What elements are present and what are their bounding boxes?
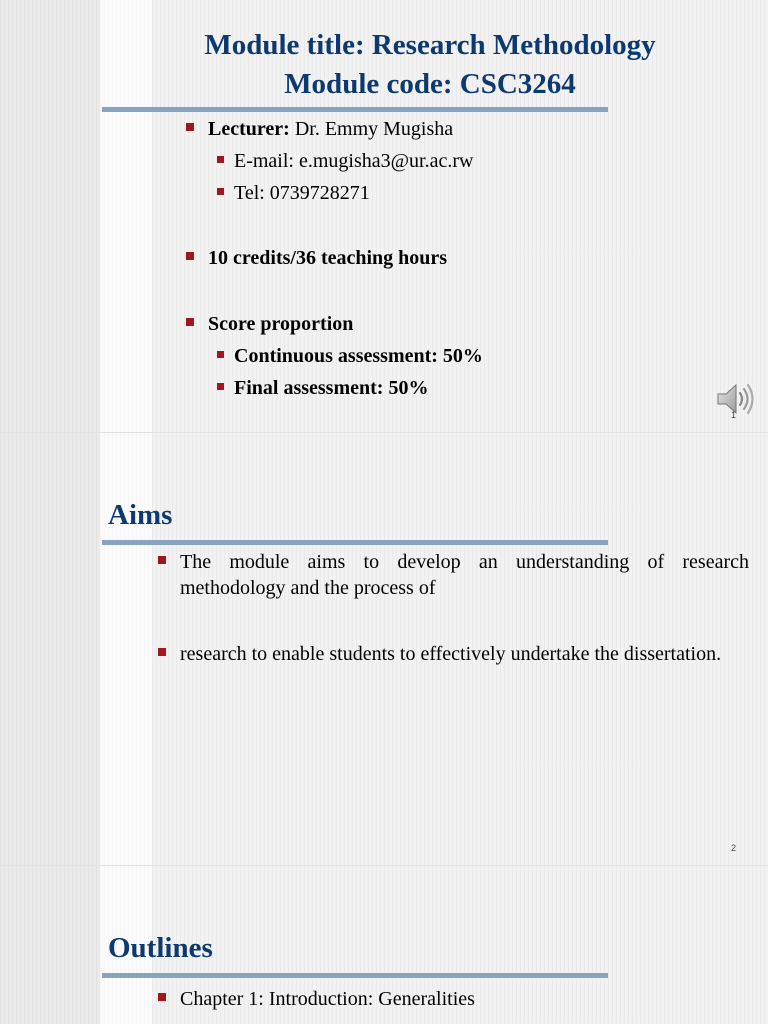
page-number: 2	[731, 843, 737, 853]
bullet-square-icon	[217, 383, 224, 390]
final-text: Final assessment: 50%	[234, 377, 429, 399]
chapter-1-text: Chapter 1: Introduction: Generalities	[180, 988, 475, 1010]
list-item-credits	[186, 245, 726, 311]
aim-2-text: research to enable students to effectively undertake the dissertation.	[180, 643, 722, 665]
slide-1-bullets	[186, 116, 726, 407]
aim-1-text: The module aims to develop an understanding of research methodology and the process of	[180, 551, 749, 599]
bullet-square-icon	[158, 993, 166, 1001]
bullet-square-icon	[186, 123, 194, 131]
decorative-stripe	[100, 0, 152, 432]
bullet-square-icon	[186, 318, 194, 326]
module-title: Module title: Research Methodology	[204, 29, 656, 61]
aims-bullets	[158, 549, 749, 667]
list-item-aim-2	[158, 641, 749, 667]
bullet-square-icon	[217, 156, 224, 163]
continuous-text: Continuous assessment: 50%	[234, 345, 483, 367]
list-item-continuous	[186, 343, 726, 375]
list-item-score	[186, 311, 726, 343]
score-heading: Score proportion	[208, 313, 354, 335]
list-item-final	[186, 375, 726, 407]
aims-title: Aims	[108, 499, 173, 531]
list-item-tel	[186, 180, 726, 245]
page-number: 1	[731, 410, 737, 420]
title-rule	[102, 107, 608, 112]
credits-text: 10 credits/36 teaching hours	[208, 247, 448, 269]
list-item-chapter-1	[158, 986, 749, 1012]
slide-3	[0, 866, 768, 1024]
title-rule	[102, 973, 608, 978]
module-code: Module code: CSC3264	[284, 68, 576, 100]
outlines-title: Outlines	[108, 932, 213, 964]
email-text: E-mail: e.mugisha3@ur.ac.rw	[234, 150, 474, 172]
bullet-square-icon	[217, 351, 224, 358]
tel-text: Tel: 0739728271	[234, 182, 370, 204]
slide-2	[0, 433, 768, 866]
bullet-square-icon	[158, 556, 166, 564]
list-item-email	[186, 148, 726, 180]
lecturer-name: Dr. Emmy Mugisha	[289, 118, 454, 140]
list-item-aim-1	[158, 549, 749, 601]
slide-1-title	[150, 26, 710, 104]
bullet-square-icon	[217, 188, 224, 195]
title-rule	[102, 540, 608, 545]
slide-1	[0, 0, 768, 433]
bullet-square-icon	[158, 648, 166, 656]
bullet-square-icon	[186, 252, 194, 260]
outlines-bullets	[158, 986, 749, 1020]
list-item-lecturer	[186, 116, 726, 148]
lecturer-label: Lecturer:	[208, 118, 290, 140]
